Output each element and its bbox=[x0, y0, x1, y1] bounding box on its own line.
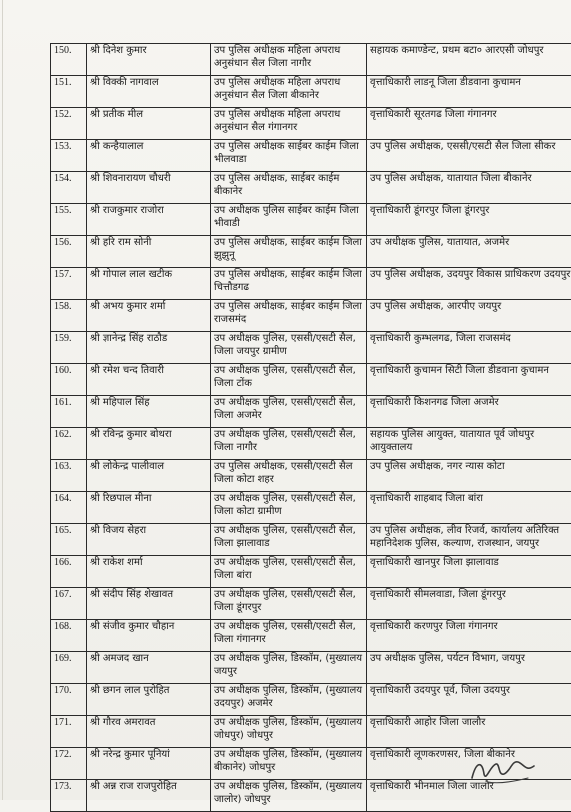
current-posting bbox=[211, 268, 367, 300]
officer-name-text: श्री दिनेश कुमार bbox=[90, 45, 208, 58]
row-number bbox=[51, 492, 87, 524]
officer-name bbox=[87, 268, 211, 300]
new-posting-text: वृत्ताधिकारी शाहबाद जिला बांरा bbox=[370, 493, 571, 506]
row-number bbox=[51, 428, 87, 460]
row-number bbox=[51, 780, 87, 812]
row-number bbox=[51, 556, 87, 588]
current-posting bbox=[211, 300, 367, 332]
row-number bbox=[51, 396, 87, 428]
current-posting-text: उप पुलिस अधीक्षक, साईबर काईम जिला राजसमंद bbox=[214, 301, 364, 326]
new-posting-text: वृत्ताधिकारी करणपुर जिला गंगानगर bbox=[370, 621, 571, 634]
row-number bbox=[51, 524, 87, 556]
row-number bbox=[51, 332, 87, 364]
new-posting-text: उप पुलिस अधीक्षक, आरपीए जयपुर bbox=[370, 301, 571, 314]
new-posting bbox=[367, 268, 571, 300]
table-row bbox=[51, 460, 571, 492]
row-number-text: 172. bbox=[54, 749, 72, 760]
officer-name-text: श्री राकेश शर्मा bbox=[90, 557, 208, 570]
officer-name bbox=[87, 620, 211, 652]
current-posting-text: उप पुलिस अधीक्षक महिला अपराध अनुसंधान सैल जिला नागौर bbox=[214, 45, 364, 70]
new-posting-text: वृत्ताधिकारी कुम्भलगढ, जिला राजसमंद bbox=[370, 333, 571, 346]
officer-name-text: श्री विक्की नागवाल bbox=[90, 77, 208, 90]
new-posting bbox=[367, 524, 571, 556]
officer-name-text: श्री कन्हैयालाल bbox=[90, 141, 208, 154]
current-posting-text: उप अधीक्षक पुलिस, डिस्कॉम, (मुख्यालय उदयपुर) अजमेर bbox=[214, 685, 364, 710]
row-number-text: 164. bbox=[54, 493, 72, 504]
transfer-table-body bbox=[51, 44, 571, 812]
row-number bbox=[51, 172, 87, 204]
current-posting bbox=[211, 428, 367, 460]
table-row bbox=[51, 236, 571, 268]
row-number-text: 154. bbox=[54, 173, 72, 184]
row-number bbox=[51, 652, 87, 684]
row-number-text: 160. bbox=[54, 365, 72, 376]
table-row bbox=[51, 140, 571, 172]
current-posting bbox=[211, 364, 367, 396]
new-posting bbox=[367, 300, 571, 332]
new-posting bbox=[367, 364, 571, 396]
current-posting bbox=[211, 76, 367, 108]
row-number-text: 171. bbox=[54, 717, 72, 728]
new-posting bbox=[367, 716, 571, 748]
officer-name-text: श्री प्रतीक मील bbox=[90, 109, 208, 122]
current-posting-text: उप पुलिस अधीक्षक साईबर काईम जिला भीलवाडा bbox=[214, 141, 364, 166]
new-posting bbox=[367, 140, 571, 172]
table-row bbox=[51, 716, 571, 748]
officer-name bbox=[87, 140, 211, 172]
new-posting bbox=[367, 76, 571, 108]
row-number-text: 170. bbox=[54, 685, 72, 696]
officer-name-text: श्री महिपाल सिंह bbox=[90, 397, 208, 410]
current-posting bbox=[211, 332, 367, 364]
officer-name-text: श्री गोपाल लाल खटीक bbox=[90, 269, 208, 282]
officer-name bbox=[87, 524, 211, 556]
new-posting-text: सहायक कमाण्डेन्ट, प्रथम बटा० आरएसी जोधपुर bbox=[370, 45, 571, 58]
row-number-text: 155. bbox=[54, 205, 72, 216]
officer-name bbox=[87, 780, 211, 812]
current-posting bbox=[211, 684, 367, 716]
new-posting-text: उप अधीक्षक पुलिस, पर्यटन विभाग, जयपुर bbox=[370, 653, 571, 666]
current-posting-text: उप अधीक्षक पुलिस, एससी/एसटी सैल, जिला बांरा bbox=[214, 557, 364, 582]
row-number-text: 168. bbox=[54, 621, 72, 632]
new-posting-text: वृत्ताधिकारी उदयपुर पूर्व, जिला उदयपुर bbox=[370, 685, 571, 698]
row-number bbox=[51, 236, 87, 268]
current-posting bbox=[211, 108, 367, 140]
current-posting-text: उप अधीक्षक पुलिस, डिस्कॉम, (मुख्यालय जालोर) जोधपुर bbox=[214, 781, 364, 806]
officer-name-text: श्री संजीव कुमार चौहान bbox=[90, 621, 208, 634]
row-number-text: 169. bbox=[54, 653, 72, 664]
table-row bbox=[51, 396, 571, 428]
officer-name bbox=[87, 460, 211, 492]
new-posting-text: उप पुलिस अधीक्षक, लीव रिजर्व, कार्यालय अतिरिक्त महानिदेशक पुलिस, कल्याण, राजस्थान, जयपुर bbox=[370, 525, 571, 550]
officer-name-text: श्री रिछपाल मीना bbox=[90, 493, 208, 506]
officer-name bbox=[87, 44, 211, 76]
officer-name bbox=[87, 428, 211, 460]
new-posting-text: वृत्ताधिकारी सीमलवाडा, जिला डूंगरपुर bbox=[370, 589, 571, 602]
officer-name bbox=[87, 396, 211, 428]
table-row bbox=[51, 556, 571, 588]
current-posting bbox=[211, 716, 367, 748]
row-number bbox=[51, 748, 87, 780]
current-posting bbox=[211, 588, 367, 620]
officer-name bbox=[87, 684, 211, 716]
officer-name bbox=[87, 492, 211, 524]
new-posting-text: वृत्ताधिकारी सूरतगढ जिला गंगानगर bbox=[370, 109, 571, 122]
current-posting-text: उप अधीक्षक पुलिस, एससी/एसटी सैल, जिला झालावाड bbox=[214, 525, 364, 550]
table-row bbox=[51, 44, 571, 76]
current-posting bbox=[211, 556, 367, 588]
new-posting bbox=[367, 204, 571, 236]
officer-name-text: श्री अन्न राज राजपुरोहित bbox=[90, 781, 208, 794]
officer-name bbox=[87, 236, 211, 268]
officer-name bbox=[87, 172, 211, 204]
table-row bbox=[51, 524, 571, 556]
row-number bbox=[51, 364, 87, 396]
current-posting-text: उप पुलिस अधीक्षक महिला अपराध अनुसंधान सैल जिला बीकानेर bbox=[214, 77, 364, 102]
row-number bbox=[51, 460, 87, 492]
officer-name-text: श्री हरि राम सोनी bbox=[90, 237, 208, 250]
new-posting-text: वृत्ताधिकारी खानपुर जिला झालावाड bbox=[370, 557, 571, 570]
new-posting-text: उप पुलिस अधीक्षक, नगर न्यास कोटा bbox=[370, 461, 571, 474]
current-posting bbox=[211, 396, 367, 428]
officer-name-text: श्री नरेन्द्र कुमार पूनियां bbox=[90, 749, 208, 762]
current-posting-text: उप अधीक्षक पुलिस, डिस्कॉम, (मुख्यालय जयपुर bbox=[214, 653, 364, 678]
officer-name-text: श्री रमेश चन्द तिवारी bbox=[90, 365, 208, 378]
row-number-text: 163. bbox=[54, 461, 72, 472]
table-row bbox=[51, 364, 571, 396]
new-posting bbox=[367, 396, 571, 428]
row-number-text: 173. bbox=[54, 781, 72, 792]
new-posting-text: वृत्ताधिकारी कुचामन सिटी जिला डीडवाना कुचामन bbox=[370, 365, 571, 378]
current-posting bbox=[211, 748, 367, 780]
row-number bbox=[51, 44, 87, 76]
current-posting-text: उप पुलिस अधीक्षक, साईबर काईम बीकानेर bbox=[214, 173, 364, 198]
table-row bbox=[51, 652, 571, 684]
row-number-text: 167. bbox=[54, 589, 72, 600]
officer-name-text: श्री लोकेन्द्र पालीवाल bbox=[90, 461, 208, 474]
current-posting bbox=[211, 780, 367, 812]
new-posting-text: वृत्ताधिकारी किशनगढ जिला अजमेर bbox=[370, 397, 571, 410]
current-posting-text: उप अधीक्षक पुलिस, एससी/एसटी सैल, जिला अजमेर bbox=[214, 397, 364, 422]
row-number-text: 151. bbox=[54, 77, 72, 88]
table-row bbox=[51, 300, 571, 332]
new-posting-text: उप पुलिस अधीक्षक, यातायात जिला बीकानेर bbox=[370, 173, 571, 186]
new-posting-text: उप अधीक्षक पुलिस, यातायात, अजमेर bbox=[370, 237, 571, 250]
officer-name bbox=[87, 652, 211, 684]
row-number-text: 161. bbox=[54, 397, 72, 408]
table-row bbox=[51, 588, 571, 620]
officer-name bbox=[87, 716, 211, 748]
table-row bbox=[51, 428, 571, 460]
row-number-text: 153. bbox=[54, 141, 72, 152]
officer-name-text: श्री अमजद खान bbox=[90, 653, 208, 666]
new-posting bbox=[367, 236, 571, 268]
current-posting bbox=[211, 44, 367, 76]
new-posting-text: उप पुलिस अधीक्षक, उदयपुर विकास प्राधिकरण उदयपुर bbox=[370, 269, 571, 282]
transfer-table bbox=[50, 43, 571, 812]
row-number-text: 156. bbox=[54, 237, 72, 248]
row-number-text: 158. bbox=[54, 301, 72, 312]
table-row bbox=[51, 108, 571, 140]
row-number-text: 166. bbox=[54, 557, 72, 568]
officer-name-text: श्री छगन लाल पुरोहित bbox=[90, 685, 208, 698]
new-posting-text: वृत्ताधिकारी डूंगरपुर जिला डूंगरपुर bbox=[370, 205, 571, 218]
new-posting-text: सहायक पुलिस आयुक्त, यातायात पूर्व जोधपुर आयुक्तालय bbox=[370, 429, 571, 454]
new-posting-text: वृत्ताधिकारी लूणकरणसर, जिला बीकानेर bbox=[370, 749, 571, 762]
officer-name bbox=[87, 364, 211, 396]
table-row bbox=[51, 204, 571, 236]
table-row bbox=[51, 76, 571, 108]
officer-name-text: श्री विजय सेहरा bbox=[90, 525, 208, 538]
current-posting-text: उप अधीक्षक पुलिस, एससी/एसटी सैल, जिला जयपुर ग्रामीण bbox=[214, 333, 364, 358]
officer-name-text: श्री अभय कुमार शर्मा bbox=[90, 301, 208, 314]
officer-name bbox=[87, 76, 211, 108]
row-number-text: 165. bbox=[54, 525, 72, 536]
current-posting bbox=[211, 140, 367, 172]
table-row bbox=[51, 492, 571, 524]
officer-name-text: श्री शिवनारायण चौधरी bbox=[90, 173, 208, 186]
current-posting bbox=[211, 652, 367, 684]
new-posting bbox=[367, 428, 571, 460]
officer-name bbox=[87, 748, 211, 780]
row-number bbox=[51, 588, 87, 620]
row-number bbox=[51, 684, 87, 716]
new-posting bbox=[367, 492, 571, 524]
row-number-text: 152. bbox=[54, 109, 72, 120]
page-margin-line bbox=[2, 0, 9, 800]
officer-name-text: श्री संदीप सिंह शेखावत bbox=[90, 589, 208, 602]
row-number bbox=[51, 716, 87, 748]
new-posting bbox=[367, 108, 571, 140]
new-posting bbox=[367, 652, 571, 684]
officer-name bbox=[87, 108, 211, 140]
officer-name-text: श्री रविन्द्र कुमार बोथरा bbox=[90, 429, 208, 442]
row-number bbox=[51, 268, 87, 300]
new-posting-text: वृत्ताधिकारी आहोर जिला जालौर bbox=[370, 717, 571, 730]
row-number-text: 150. bbox=[54, 45, 72, 56]
current-posting bbox=[211, 204, 367, 236]
officer-name-text: श्री ज्ञानेन्द्र सिंह राठौड bbox=[90, 333, 208, 346]
new-posting-text: वृत्ताधिकारी लाडनू जिला डीडवाना कुचामन bbox=[370, 77, 571, 90]
table-row bbox=[51, 268, 571, 300]
current-posting-text: उप पुलिस अधीक्षक महिला अपराध अनुसंधान सैल गंगानगर bbox=[214, 109, 364, 134]
row-number bbox=[51, 108, 87, 140]
officer-name-text: श्री राजकुमार राजोरा bbox=[90, 205, 208, 218]
current-posting bbox=[211, 236, 367, 268]
current-posting bbox=[211, 460, 367, 492]
current-posting-text: उप अधीक्षक पुलिस, एससी/एसटी सैल, जिला गंगानगर bbox=[214, 621, 364, 646]
new-posting bbox=[367, 684, 571, 716]
table-row bbox=[51, 332, 571, 364]
table-row bbox=[51, 684, 571, 716]
current-posting-text: उप अधीक्षक पुलिस, डिस्कॉम, (मुख्यालय बीकानेर) जोधपुर bbox=[214, 749, 364, 774]
current-posting bbox=[211, 524, 367, 556]
current-posting-text: उप अधीक्षक पुलिस, एससी/एसटी सैल, जिला टोंक bbox=[214, 365, 364, 390]
officer-name bbox=[87, 300, 211, 332]
current-posting-text: उप पुलिस अधीक्षक, एससी/एसटी सैल जिला कोटा शहर bbox=[214, 461, 364, 486]
officer-name bbox=[87, 332, 211, 364]
row-number-text: 157. bbox=[54, 269, 72, 280]
current-posting bbox=[211, 492, 367, 524]
new-posting bbox=[367, 588, 571, 620]
table-row bbox=[51, 620, 571, 652]
officer-name-text: श्री गौरव अमरावत bbox=[90, 717, 208, 730]
row-number bbox=[51, 76, 87, 108]
row-number-text: 162. bbox=[54, 429, 72, 440]
new-posting bbox=[367, 44, 571, 76]
current-posting-text: उप अधीक्षक पुलिस, एससी/एसटी सैल, जिला नागौर bbox=[214, 429, 364, 454]
current-posting-text: उप अधीक्षक पुलिस, एससी/एसटी सैल, जिला कोटा ग्रामीण bbox=[214, 493, 364, 518]
table-row bbox=[51, 172, 571, 204]
row-number-text: 159. bbox=[54, 333, 72, 344]
current-posting bbox=[211, 620, 367, 652]
row-number bbox=[51, 300, 87, 332]
officer-name bbox=[87, 556, 211, 588]
row-number bbox=[51, 620, 87, 652]
current-posting-text: उप पुलिस अधीक्षक, साईबर काईम जिला झुझुनू bbox=[214, 237, 364, 262]
current-posting-text: उप अधीक्षक पुलिस, एससी/एसटी सैल, जिला डूंगरपुर bbox=[214, 589, 364, 614]
new-posting bbox=[367, 332, 571, 364]
new-posting-text: उप पुलिस अधीक्षक, एससी/एसटी सैल जिला सीकर bbox=[370, 141, 571, 154]
signature-icon bbox=[468, 752, 538, 788]
new-posting-text: वृत्ताधिकारी भीनमाल जिला जालौर bbox=[370, 781, 571, 794]
current-posting bbox=[211, 172, 367, 204]
current-posting-text: उप पुलिस अधीक्षक, साईबर काईम जिला चित्तौडगढ bbox=[214, 269, 364, 294]
officer-name bbox=[87, 204, 211, 236]
new-posting bbox=[367, 460, 571, 492]
new-posting bbox=[367, 556, 571, 588]
new-posting bbox=[367, 620, 571, 652]
current-posting-text: उप अधीक्षक पुलिस, डिस्कॉम, (मुख्यालय जोधपुर) जोधपुर bbox=[214, 717, 364, 742]
officer-name bbox=[87, 588, 211, 620]
current-posting-text: उप अधीक्षक पुलिस साईबर काईम जिला भीवाडी bbox=[214, 205, 364, 230]
row-number bbox=[51, 204, 87, 236]
row-number bbox=[51, 140, 87, 172]
new-posting bbox=[367, 172, 571, 204]
